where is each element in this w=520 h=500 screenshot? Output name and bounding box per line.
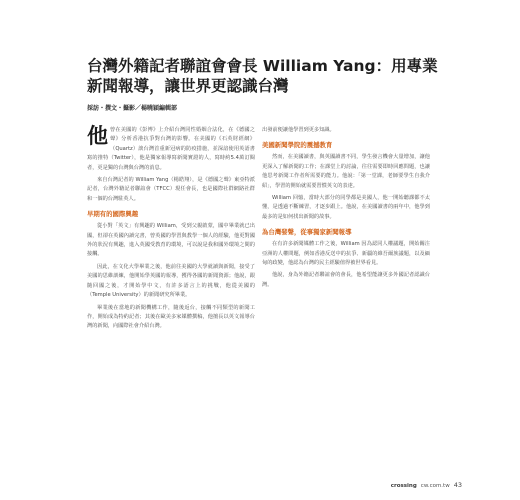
body-paragraph: 從小對「英文」有興趣的 William，受到父親啟蒙，國中畢業就已出國，但卻在英國內讀完書，曾英國的學習與教學一個人的經驗，他更對國外的狀況有興趣，進入英國受教育的環境，可以說是我和國外環境之間的接觸。: [87, 223, 255, 258]
body-paragraph: 然而，在美國讀書，與英國讀書不同，學生發言機會大量增加，讓他更深入了解新聞的工作；在課堂上的討論，往往需要即時回應問題，也讓他思考新聞工作者所需要的能力。他說：「第一堂課，老師要學生自我介紹」，學習的開始就需要習慣英文的表達。: [262, 154, 430, 189]
drop-cap: 他: [87, 124, 108, 148]
article-title: 台灣外籍記者聯誼會會長 William Yang：用專業新聞報導，讓世界更認識台灣: [87, 57, 438, 95]
right-column: [262, 126, 430, 293]
body-paragraph: 因此，在文化大學畢業之後，他前往美國的大學就讀與新聞，接受了美國的思維訓練，他開始學英國的報導，獲得各國的新聞資源；他說，跟隨回國之後，才開始學中文，有許多語言上的挑戰，他從美國的（Temple University）的新聞研究所畢業。: [87, 263, 255, 299]
intro-paragraph: [87, 126, 255, 173]
body-paragraph: 他說，身為外籍記者聯誼會的會長，他希望能讓更多外國記者認識台灣。: [262, 272, 430, 288]
footer-site: cw.com.tw: [420, 483, 450, 489]
left-column: [87, 126, 255, 335]
section-heading-journalism-school: 美國新聞學院的震撼教育: [262, 141, 333, 150]
section-heading-voice-for-taiwan: 為台灣發聲，從事獨家新聞報導: [262, 228, 352, 237]
intro-text: 曾在美國的《彭博》上介紹台灣同性婚姻合法化，在《德國之聲》分析香港抗爭對台灣的影響。在美國的《石英財經網》（Quartz）談台灣首重新冠病的防疫措施，並深諳使用英語書寫的推特（Twitter），他是獨家報導寫新聞實證的人，寫時約5.4萬訂閱者，更是獨的台灣與台灣的消息。: [87, 127, 255, 171]
footer-brand: crossing: [390, 483, 417, 489]
body-paragraph: 出發前便讓他學習到更多知識。: [262, 127, 335, 133]
body-paragraph: William 回憶，當時大部分的同學都是美國人，他一開始聽課都不太懂，是透過不斷練習，才逐步跟上。他說，在美國讀書的兩年中，他學到最多的是如何找出新聞的故事。: [262, 195, 430, 220]
body-paragraph: 畢業後在當地的新聞機構工作，隨後返台，接觸不同類型的新聞工作，開始成為特約記者；其後在歐美多家媒體撰稿，他擅長以英文報導台灣的新聞，向國際社會介紹台灣。: [87, 304, 255, 330]
page-footer: [391, 481, 462, 489]
section-heading-early-interest: 早期有的國際興趣: [87, 210, 139, 219]
body-paragraph: 在有許多新聞媒體工作之後，William 因為認同人權議題，開始關注亞洲的人權問題，例如香港反送中的抗爭、新疆的維吾爾族議題，以及緬甸的政變，他認為台灣的民主經驗值得被世界看見。: [262, 241, 430, 267]
article-byline: 採訪・撰文・攝影／楊曉穎編輯部: [87, 105, 178, 112]
page-number: 43: [453, 481, 462, 489]
body-paragraph: 來自台灣記者的 William Yang（楊皓翔），是《德國之聲》東亞特派記者，台灣外籍記者聯誼會（TFCC）現任會長，也是國際社群網路社群和一個的台灣駐英人。: [87, 177, 255, 202]
